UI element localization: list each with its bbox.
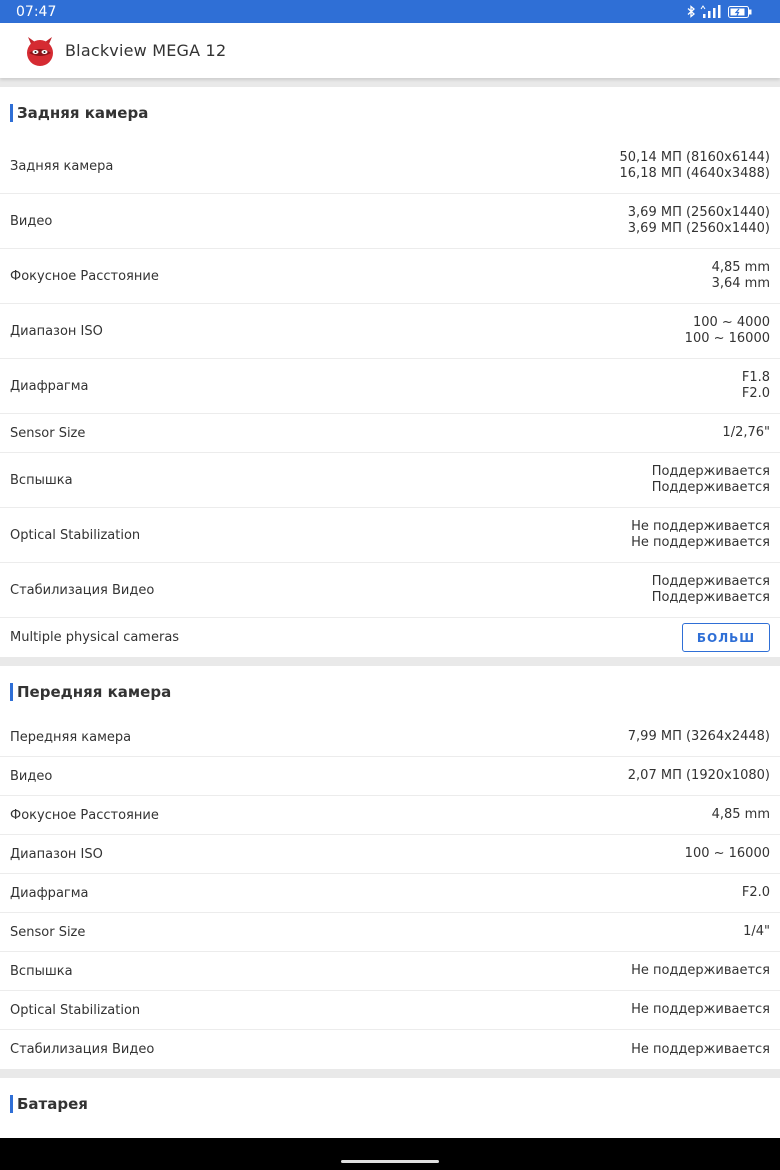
spec-value: 100 ~ 4000 <box>692 315 770 330</box>
status-bar <box>0 0 780 23</box>
spec-value: Не поддерживается <box>631 1002 770 1017</box>
spec-value: 4,85 mm <box>711 260 770 275</box>
section-header-battery <box>0 1078 780 1130</box>
spec-values <box>620 150 770 182</box>
section-header-front-camera <box>0 666 780 718</box>
status-icons <box>687 5 752 18</box>
spec-row-iso-range <box>0 835 780 874</box>
spec-value: Не поддерживается <box>631 519 770 534</box>
spec-content[interactable] <box>0 78 780 1138</box>
spec-row-focal-length <box>0 796 780 835</box>
spec-value: 16,18 МП (4640x3488) <box>619 166 770 181</box>
spec-label: Передняя камера <box>10 729 132 745</box>
spec-row-rear-camera <box>0 139 780 194</box>
app-bar <box>0 23 780 78</box>
spec-label: Optical Stabilization <box>10 527 141 543</box>
spec-row-multiple-cameras <box>0 618 780 657</box>
spec-value: F2.0 <box>741 386 770 401</box>
spec-row-video-stabilization <box>0 1030 780 1069</box>
spec-label: Sensor Size <box>10 924 86 940</box>
spec-value: 4,85 mm <box>711 807 770 822</box>
spec-row-aperture <box>0 359 780 414</box>
spec-values <box>685 315 770 347</box>
spec-label: Optical Stabilization <box>10 1002 141 1018</box>
section-accent-bar <box>10 683 13 701</box>
spec-label: Видео <box>10 213 53 229</box>
spec-row-aperture <box>0 874 780 913</box>
spec-value: 7,99 МП (3264x2448) <box>627 729 770 744</box>
spec-value: 3,69 МП (2560x1440) <box>627 205 770 220</box>
spec-values <box>652 464 770 496</box>
spec-row-optical-stabilization <box>0 991 780 1030</box>
spec-values <box>631 963 770 979</box>
spec-values <box>742 370 770 402</box>
spec-values <box>628 205 770 237</box>
spec-value: F2.0 <box>741 885 770 900</box>
spec-row-flash <box>0 453 780 508</box>
spec-label: Диафрагма <box>10 885 89 901</box>
spec-row-iso-range <box>0 304 780 359</box>
spec-value: 100 ~ 16000 <box>684 846 770 861</box>
spec-label: Видео <box>10 768 53 784</box>
spec-row-sensor-size <box>0 414 780 453</box>
spec-label: Диафрагма <box>10 378 89 394</box>
section-accent-bar <box>10 104 13 122</box>
spec-values <box>631 1002 770 1018</box>
spec-value: 100 ~ 16000 <box>684 331 770 346</box>
section-header-rear-camera <box>0 87 780 139</box>
spec-label: Фокусное Расстояние <box>10 807 159 823</box>
spec-label: Стабилизация Видео <box>10 582 155 598</box>
spec-row-sensor-size <box>0 913 780 952</box>
spec-row-video <box>0 757 780 796</box>
spec-values <box>712 260 770 292</box>
spec-row-front-camera <box>0 718 780 757</box>
spec-row-flash <box>0 952 780 991</box>
spec-label: Вспышка <box>10 472 73 488</box>
spec-value: Поддерживается <box>651 464 770 479</box>
spec-label: Вспышка <box>10 963 73 979</box>
spec-values <box>712 807 770 823</box>
spec-row-focal-length <box>0 249 780 304</box>
device-title: Blackview MEGA 12 <box>65 41 227 60</box>
navigation-bar <box>0 1138 780 1170</box>
battery-charging-icon <box>728 6 752 18</box>
spec-label: Диапазон ISO <box>10 323 103 339</box>
spec-values <box>628 768 770 784</box>
signal-icon <box>701 5 723 18</box>
spec-value: Поддерживается <box>651 574 770 589</box>
section-title: Передняя камера <box>17 683 172 701</box>
spec-value: 1/4" <box>743 924 770 939</box>
spec-label: Multiple physical cameras <box>10 630 180 645</box>
spec-values <box>652 574 770 606</box>
spec-values <box>743 924 770 940</box>
spec-value: 1/2,76" <box>722 425 770 440</box>
spec-label: Фокусное Расстояние <box>10 268 159 284</box>
home-gesture-handle[interactable] <box>341 1160 439 1163</box>
spec-values <box>631 519 770 551</box>
section-divider <box>0 1069 780 1078</box>
spec-value: Не поддерживается <box>631 963 770 978</box>
section-divider <box>0 78 780 87</box>
more-button[interactable]: БОЛЬШ <box>682 623 770 652</box>
bluetooth-icon <box>687 5 696 18</box>
spec-values <box>722 425 770 441</box>
spec-value: F1.8 <box>741 370 770 385</box>
spec-value: Поддерживается <box>651 480 770 495</box>
spec-values <box>631 1042 770 1058</box>
spec-value: Поддерживается <box>651 590 770 605</box>
spec-values <box>742 885 770 901</box>
spec-value: 50,14 МП (8160x6144) <box>619 150 770 165</box>
spec-label: Диапазон ISO <box>10 846 103 862</box>
section-accent-bar <box>10 1095 13 1113</box>
spec-values <box>628 729 770 745</box>
spec-row-optical-stabilization <box>0 508 780 563</box>
status-time: 07:47 <box>16 3 57 20</box>
spec-value: 3,69 МП (2560x1440) <box>627 221 770 236</box>
spec-row-video-stabilization <box>0 563 780 618</box>
antutu-logo-icon <box>24 35 56 67</box>
spec-values <box>685 846 770 862</box>
section-divider <box>0 657 780 666</box>
spec-value: 2,07 МП (1920x1080) <box>627 768 770 783</box>
spec-value: Не поддерживается <box>631 535 770 550</box>
spec-label: Задняя камера <box>10 158 114 174</box>
spec-label: Стабилизация Видео <box>10 1042 155 1057</box>
spec-value: Не поддерживается <box>631 1041 770 1057</box>
section-title: Батарея <box>17 1095 88 1113</box>
spec-value: 3,64 mm <box>711 276 770 291</box>
spec-label: Sensor Size <box>10 425 86 441</box>
spec-row-video <box>0 194 780 249</box>
section-title: Задняя камера <box>17 104 149 122</box>
